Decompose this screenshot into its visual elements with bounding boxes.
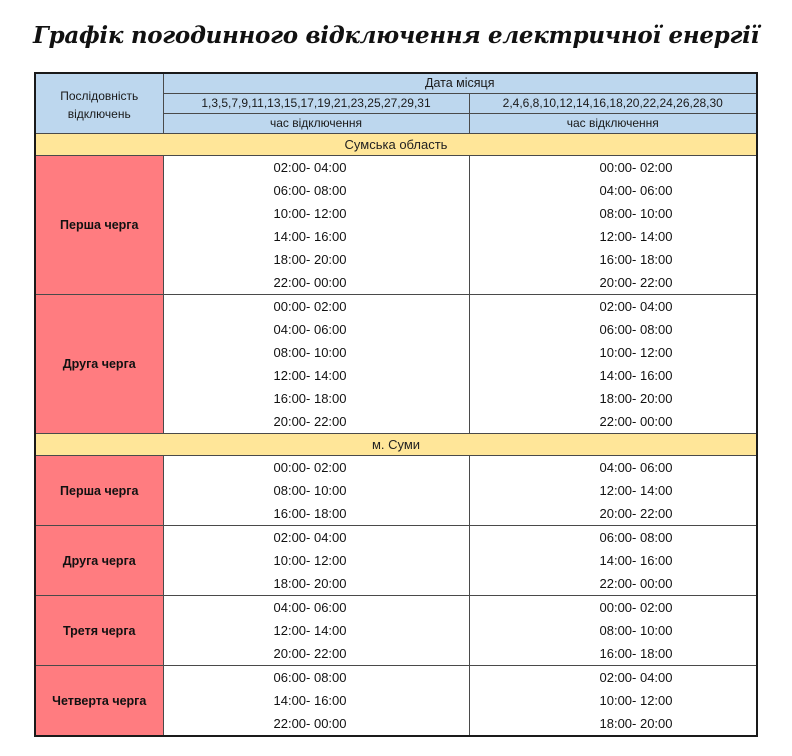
time-slot-even: 08:00- 10:00 bbox=[469, 202, 757, 225]
time-header-even: час відключення bbox=[469, 114, 757, 134]
time-slot-even: 22:00- 00:00 bbox=[469, 572, 757, 596]
outage-schedule-table bbox=[34, 72, 758, 737]
time-slot-odd: 18:00- 20:00 bbox=[163, 248, 469, 271]
time-header-odd: час відключення bbox=[163, 114, 469, 134]
time-slot-odd: 14:00- 16:00 bbox=[163, 225, 469, 248]
time-slot-even: 22:00- 00:00 bbox=[469, 410, 757, 434]
time-slot-even: 18:00- 20:00 bbox=[469, 387, 757, 410]
time-slot-even: 14:00- 16:00 bbox=[469, 364, 757, 387]
time-slot-even: 02:00- 04:00 bbox=[469, 295, 757, 319]
time-slot-even: 16:00- 18:00 bbox=[469, 248, 757, 271]
time-slot-odd: 16:00- 18:00 bbox=[163, 502, 469, 526]
time-slot-even: 06:00- 08:00 bbox=[469, 318, 757, 341]
time-slot-odd: 02:00- 04:00 bbox=[163, 526, 469, 550]
time-slot-odd: 08:00- 10:00 bbox=[163, 341, 469, 364]
region-header: м. Суми bbox=[35, 434, 757, 456]
time-slot-even: 04:00- 06:00 bbox=[469, 179, 757, 202]
page-title: Графік погодинного відключення електричної енергії bbox=[33, 22, 759, 49]
time-slot-even: 20:00- 22:00 bbox=[469, 271, 757, 295]
time-slot-even: 12:00- 14:00 bbox=[469, 479, 757, 502]
table-row bbox=[35, 456, 757, 480]
queue-label: Третя черга bbox=[35, 596, 163, 666]
queue-label: Друга черга bbox=[35, 526, 163, 596]
time-slot-even: 18:00- 20:00 bbox=[469, 712, 757, 736]
time-slot-odd: 00:00- 02:00 bbox=[163, 456, 469, 480]
time-slot-odd: 12:00- 14:00 bbox=[163, 619, 469, 642]
time-slot-even: 04:00- 06:00 bbox=[469, 456, 757, 480]
table-row bbox=[35, 526, 757, 550]
time-slot-odd: 22:00- 00:00 bbox=[163, 712, 469, 736]
time-slot-odd: 04:00- 06:00 bbox=[163, 596, 469, 620]
table-row bbox=[35, 596, 757, 620]
odd-dates-header: 1,3,5,7,9,11,13,15,17,19,21,23,25,27,29,31 bbox=[163, 94, 469, 114]
time-slot-even: 00:00- 02:00 bbox=[469, 596, 757, 620]
time-slot-odd: 20:00- 22:00 bbox=[163, 642, 469, 666]
schedule-body bbox=[35, 134, 757, 737]
table-row bbox=[35, 666, 757, 690]
time-slot-odd: 18:00- 20:00 bbox=[163, 572, 469, 596]
sequence-header bbox=[35, 73, 163, 134]
time-slot-even: 16:00- 18:00 bbox=[469, 642, 757, 666]
date-header: Дата місяця bbox=[163, 73, 757, 94]
time-slot-even: 12:00- 14:00 bbox=[469, 225, 757, 248]
time-slot-even: 10:00- 12:00 bbox=[469, 689, 757, 712]
time-slot-even: 08:00- 10:00 bbox=[469, 619, 757, 642]
table-row bbox=[35, 295, 757, 319]
time-slot-odd: 00:00- 02:00 bbox=[163, 295, 469, 319]
time-slot-odd: 20:00- 22:00 bbox=[163, 410, 469, 434]
region-header: Сумська область bbox=[35, 134, 757, 156]
time-slot-odd: 08:00- 10:00 bbox=[163, 479, 469, 502]
time-slot-even: 20:00- 22:00 bbox=[469, 502, 757, 526]
sequence-header-line1: Послідовність bbox=[60, 88, 139, 103]
sequence-header-line2: відключень bbox=[67, 106, 131, 121]
queue-label: Перша черга bbox=[35, 456, 163, 526]
table-row bbox=[35, 156, 757, 180]
time-slot-even: 02:00- 04:00 bbox=[469, 666, 757, 690]
queue-label: Друга черга bbox=[35, 295, 163, 434]
time-slot-even: 10:00- 12:00 bbox=[469, 341, 757, 364]
time-slot-odd: 06:00- 08:00 bbox=[163, 666, 469, 690]
time-slot-odd: 04:00- 06:00 bbox=[163, 318, 469, 341]
time-slot-odd: 16:00- 18:00 bbox=[163, 387, 469, 410]
time-slot-odd: 10:00- 12:00 bbox=[163, 202, 469, 225]
time-slot-even: 06:00- 08:00 bbox=[469, 526, 757, 550]
time-slot-odd: 02:00- 04:00 bbox=[163, 156, 469, 180]
even-dates-header: 2,4,6,8,10,12,14,16,18,20,22,24,26,28,30 bbox=[469, 94, 757, 114]
time-slot-even: 14:00- 16:00 bbox=[469, 549, 757, 572]
time-slot-odd: 22:00- 00:00 bbox=[163, 271, 469, 295]
time-slot-even: 00:00- 02:00 bbox=[469, 156, 757, 180]
time-slot-odd: 12:00- 14:00 bbox=[163, 364, 469, 387]
time-slot-odd: 10:00- 12:00 bbox=[163, 549, 469, 572]
queue-label: Четверта черга bbox=[35, 666, 163, 737]
time-slot-odd: 06:00- 08:00 bbox=[163, 179, 469, 202]
time-slot-odd: 14:00- 16:00 bbox=[163, 689, 469, 712]
queue-label: Перша черга bbox=[35, 156, 163, 295]
